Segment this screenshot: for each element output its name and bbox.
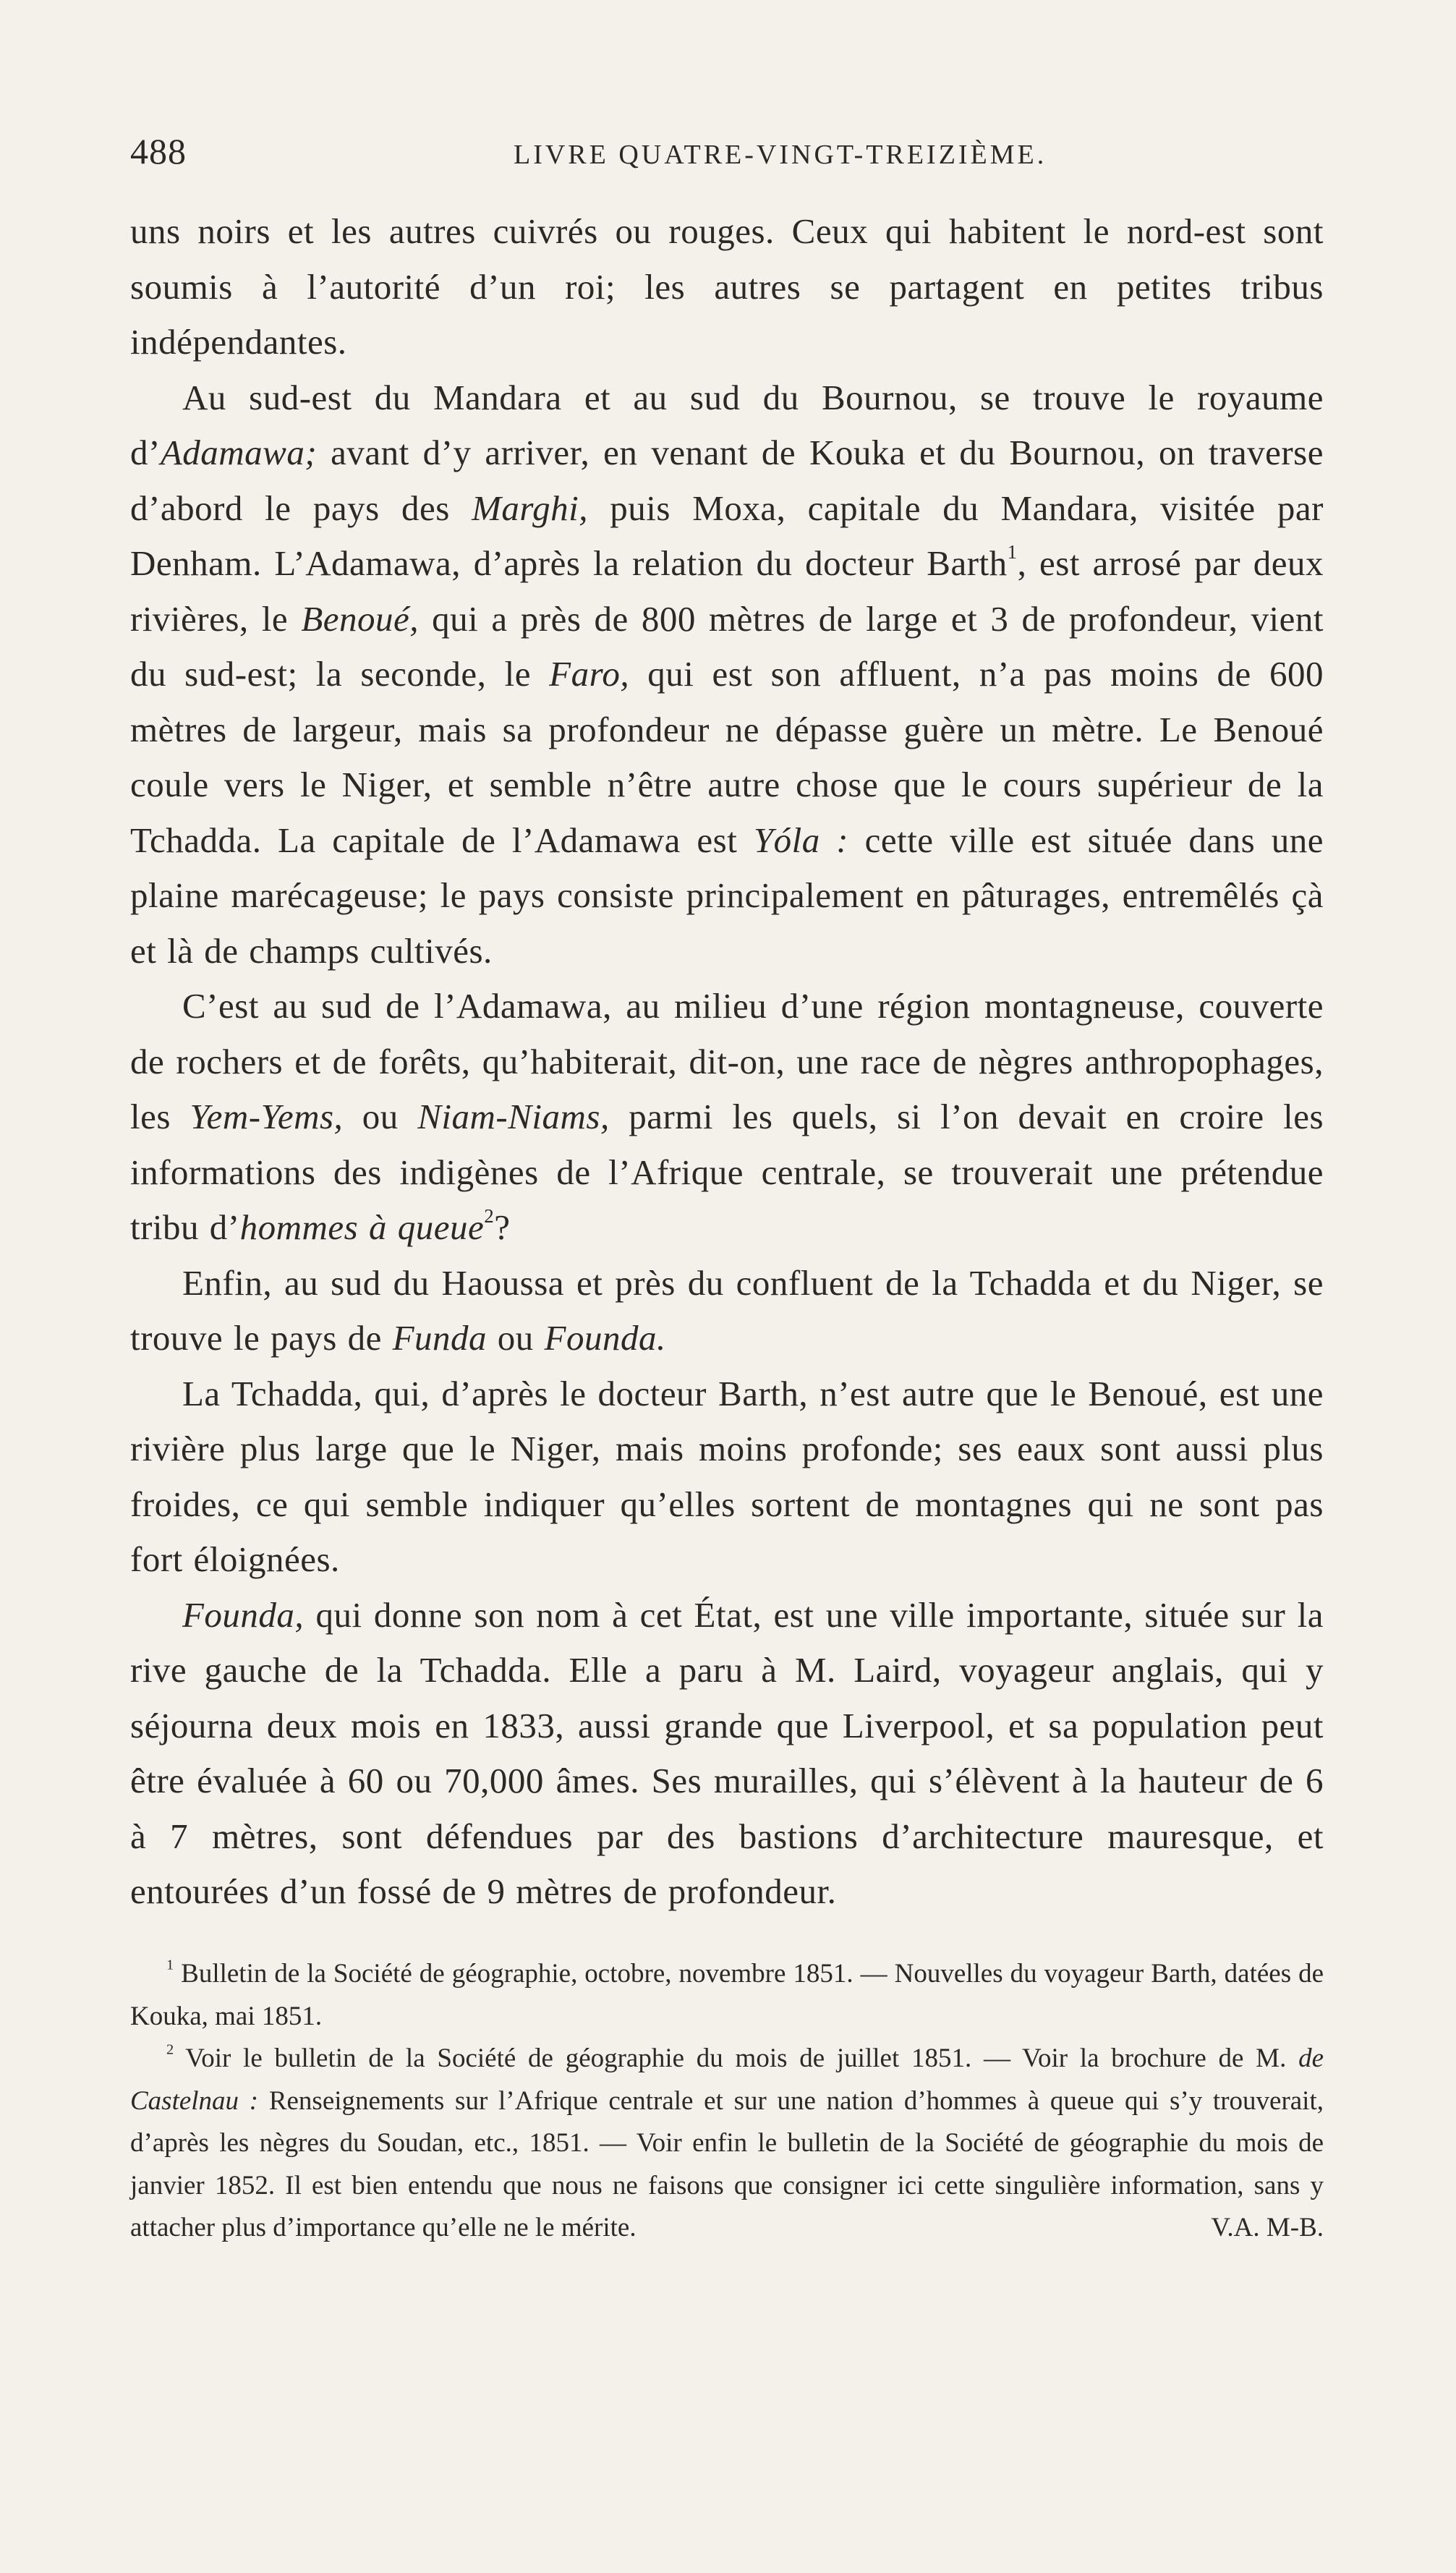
page-header — [130, 130, 1324, 181]
running-title: LIVRE QUATRE-VINGT-TREIZIÈME. — [514, 140, 1047, 170]
main-text — [130, 204, 1324, 1920]
place-name: Founda. — [544, 1318, 666, 1358]
page-number: 488 — [130, 131, 187, 171]
footnote-marker: 2 — [166, 2041, 174, 2058]
place-name: Founda, — [182, 1594, 305, 1635]
paragraph-6: Founda, qui donne son nom à cet État, est une ville importante, située sur la rive gauche de la Tchadda. Elle a paru à M. Laird, voyageur anglais, qui y séjourna deux mois en 1833, aussi grande que Liverpool, et sa population peut être évaluée à 60 ou 70,000 âmes. Ses murailles, qui s’élèvent à la hauteur de 6 à 7 mètres, sont défendues par des bastions d’architecture mauresque, et entourées d’un fossé de 9 mètres de profondeur. — [130, 1594, 1324, 1911]
paragraph-5: La Tchadda, qui, d’après le docteur Barth, n’est autre que le Benoué, est une rivière plus large que le Niger, mais moins profonde; ses eaux sont aussi plus froides, ce qui semble indiquer qu’elles sortent de montagnes qui ne sont pas fort éloignées. — [130, 1373, 1324, 1579]
signature: V.A. M-B. — [1211, 2213, 1324, 2242]
river-name: Benoué, — [301, 598, 419, 639]
place-name: Marghi, — [472, 488, 588, 528]
emphasis: hommes à queue — [239, 1207, 485, 1247]
place-name: Yóla : — [753, 820, 849, 860]
footnote-ref-1[interactable]: 1 — [1007, 541, 1018, 563]
people-name: Niam-Niams, — [417, 1097, 610, 1136]
footnote-ref-2[interactable]: 2 — [484, 1205, 495, 1228]
paragraph-2: Au sud-est du Mandara et au sud du Bournou, se trouve le royaume d’Adamawa; avant d’y arriver, en venant de Kouka et du Bournou, on traverse d’abord le pays des Marghi, puis Moxa, capitale du Mandara, visitée par Denham. L’Adamawa, d’après la relation du docteur Barth$^1$, est arrosé par deux rivières, le Benoué, qui a près de 800 mètres de large et 3 de profondeur, vient du sud-est; la seconde, le Faro, qui est son affluent, n’a pas moins de 600 mètres de largeur, mais sa profondeur ne dépasse guère un mètre. Le Benoué coule vers le Niger, et semble n’être autre chose que le cours supérieur de la Tchadda. La capitale de l’Adamawa est Yóla : cette ville est située dans une plaine marécageuse; le pays consiste principalement en pâturages, entremêlés çà et là de champs cultivés. — [130, 377, 1324, 971]
footnote-marker: 1 — [166, 1957, 174, 1973]
river-name: Faro, — [549, 654, 630, 694]
place-name: Funda — [392, 1318, 488, 1358]
paragraph-1: uns noirs et les autres cuivrés ou rouges. Ceux qui habitent le nord-est sont soumis à l’autorité d’un roi; les autres se partagent en petites tribus indépendantes. — [130, 211, 1324, 362]
author-name: de Castelnau : — [130, 2043, 1324, 2116]
people-name: Yem-Yems, — [190, 1097, 344, 1136]
place-name: Adamawa; — [160, 433, 318, 472]
paragraph-3: C’est au sud de l’Adamawa, au milieu d’une région montagneuse, couverte de rochers et de forêts, qu’habiterait, dit-on, une race de nègres anthropophages, les Yem-Yems, ou Niam-Niams, parmi les quels, si l’on devait en croire les informations des indigènes de l’Afrique centrale, se trouverait une prétendue tribu d’hommes à queue$^2$? — [130, 986, 1324, 1247]
paragraph-4: Enfin, au sud du Haoussa et près du confluent de la Tchadda et du Niger, se trouve le pays de Funda ou Founda. — [130, 1262, 1324, 1358]
footnote-1: $^1$ Bulletin de la Société de géographie, octobre, novembre 1851. — Nouvelles du voyageur Barth, datées de Kouka, mai 1851. — [130, 1957, 1324, 2031]
footnotes — [130, 1953, 1324, 2250]
footnote-2: $^2$ Voir le bulletin de la Société de géographie du mois de juillet 1851. — Voir la brochure de M. de Castelnau : Renseignements sur l’Afrique centrale et sur une nation d’hommes à queue qui s’y trouverait, d’après les nègres du Soudan, etc., 1851. — Voir enfin le bulletin de la Société de géographie du mois de janvier 1852. Il est bien entendu que nous ne faisons que consigner ici cette singulière information, sans y attacher plus d’importance qu’elle ne le mérite. V.A. M-B. — [130, 2038, 1324, 2250]
